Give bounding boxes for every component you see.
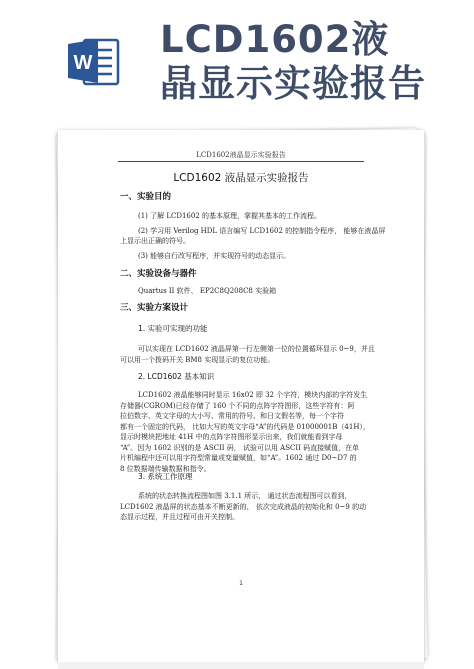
section1-item: (2) 学习用 Verilog HDL 语言编写 LCD1602 的控制指令程序， 能够在液晶屏 [138, 227, 386, 235]
paragraph-line: 都有一个固定的代码， 比如大写的英文字母“A”的代码是 01000001B（41H）， [120, 422, 370, 431]
paragraph-line: 显示时模块把地址 41H 中的点阵字符图形显示出来，我们就能看到字母 [120, 433, 343, 441]
subsection-heading: 1. 实验可实现的功能 [138, 324, 208, 333]
section2-body: Quartus II 软件、 EP2C8Q208C8 实验箱 [138, 287, 277, 295]
section2-heading: 二、实验设备与器件 [120, 269, 197, 279]
logo-letter: W [73, 52, 93, 74]
section1-heading: 一、实验目的 [120, 192, 172, 202]
header-banner [0, 0, 474, 118]
word-document-icon [66, 34, 120, 88]
paragraph-line: “A”。因为 1602 识别的是 ASCII 码， 试验可以用 ASCII 码直接赋值，在单 [120, 443, 360, 452]
section1-item: (3) 能够自行改写程序，并实现符号的动态显示。 [138, 252, 291, 260]
paragraph-line: 态显示过程，并且过程可由开关控制。 [120, 513, 239, 521]
paragraph-line: 可以用一个拨码开关 BM8 实现显示的复位功能。 [120, 355, 275, 364]
section3-heading: 三、实验方案设计 [120, 303, 189, 313]
paragraph-line: 可以实现在 LCD1602 液晶屏第一行左侧第一位的位置循环显示 0~9，并且 [138, 345, 375, 353]
running-head: LCD1602液晶显示实验报告 [196, 151, 286, 159]
page-shadow-strip [58, 662, 424, 669]
paragraph-line: 系统的状态转换流程图如图 3.1.1 所示， 通过状态流程图可以看到， [138, 492, 352, 500]
page-number: 1 [239, 580, 243, 587]
banner-title-line2: 晶显示实验报告 [160, 62, 426, 105]
banner-title [160, 18, 460, 106]
section1-item: 上显示出正确的符号。 [120, 237, 190, 245]
subsection-heading: 2. LCD1602 基本知识 [138, 372, 215, 381]
paragraph-line: 片机编程中还可以用字符型常量或变量赋值，如“A”。1602 通过 D0~D7 的 [120, 454, 357, 462]
section1-item: (1) 了解 LCD1602 的基本原理，掌握其基本的工作流程。 [138, 212, 322, 220]
paragraph-line: 拉伯数字、英文字母的大小写、常用的符号、和日文假名等，每一个字符 [120, 412, 344, 420]
header-rule [118, 161, 364, 162]
document-title: LCD1602 液晶显示实验报告 [173, 172, 309, 184]
banner-title-line1: LCD1602液 [160, 18, 390, 61]
paragraph-line: LCD1602 液晶能够同时显示 16x02 即 32 个字符，模块内部的字符发生 [138, 391, 368, 399]
paragraph-line: LCD1602 液晶屏的状态基本不断更新的， 依次完成液晶的初始化和 0~9 的动 [120, 502, 367, 511]
subsection-heading: 3. 系统工作原理 [138, 472, 193, 481]
document-page [58, 130, 424, 662]
paragraph-line: 存储器(CGROM)已经存储了 160 个不同的点阵字符图形，这些字符有：阿 [120, 401, 355, 410]
paragraph-line: 8 位数据端传输数据和指令。 [120, 464, 211, 473]
